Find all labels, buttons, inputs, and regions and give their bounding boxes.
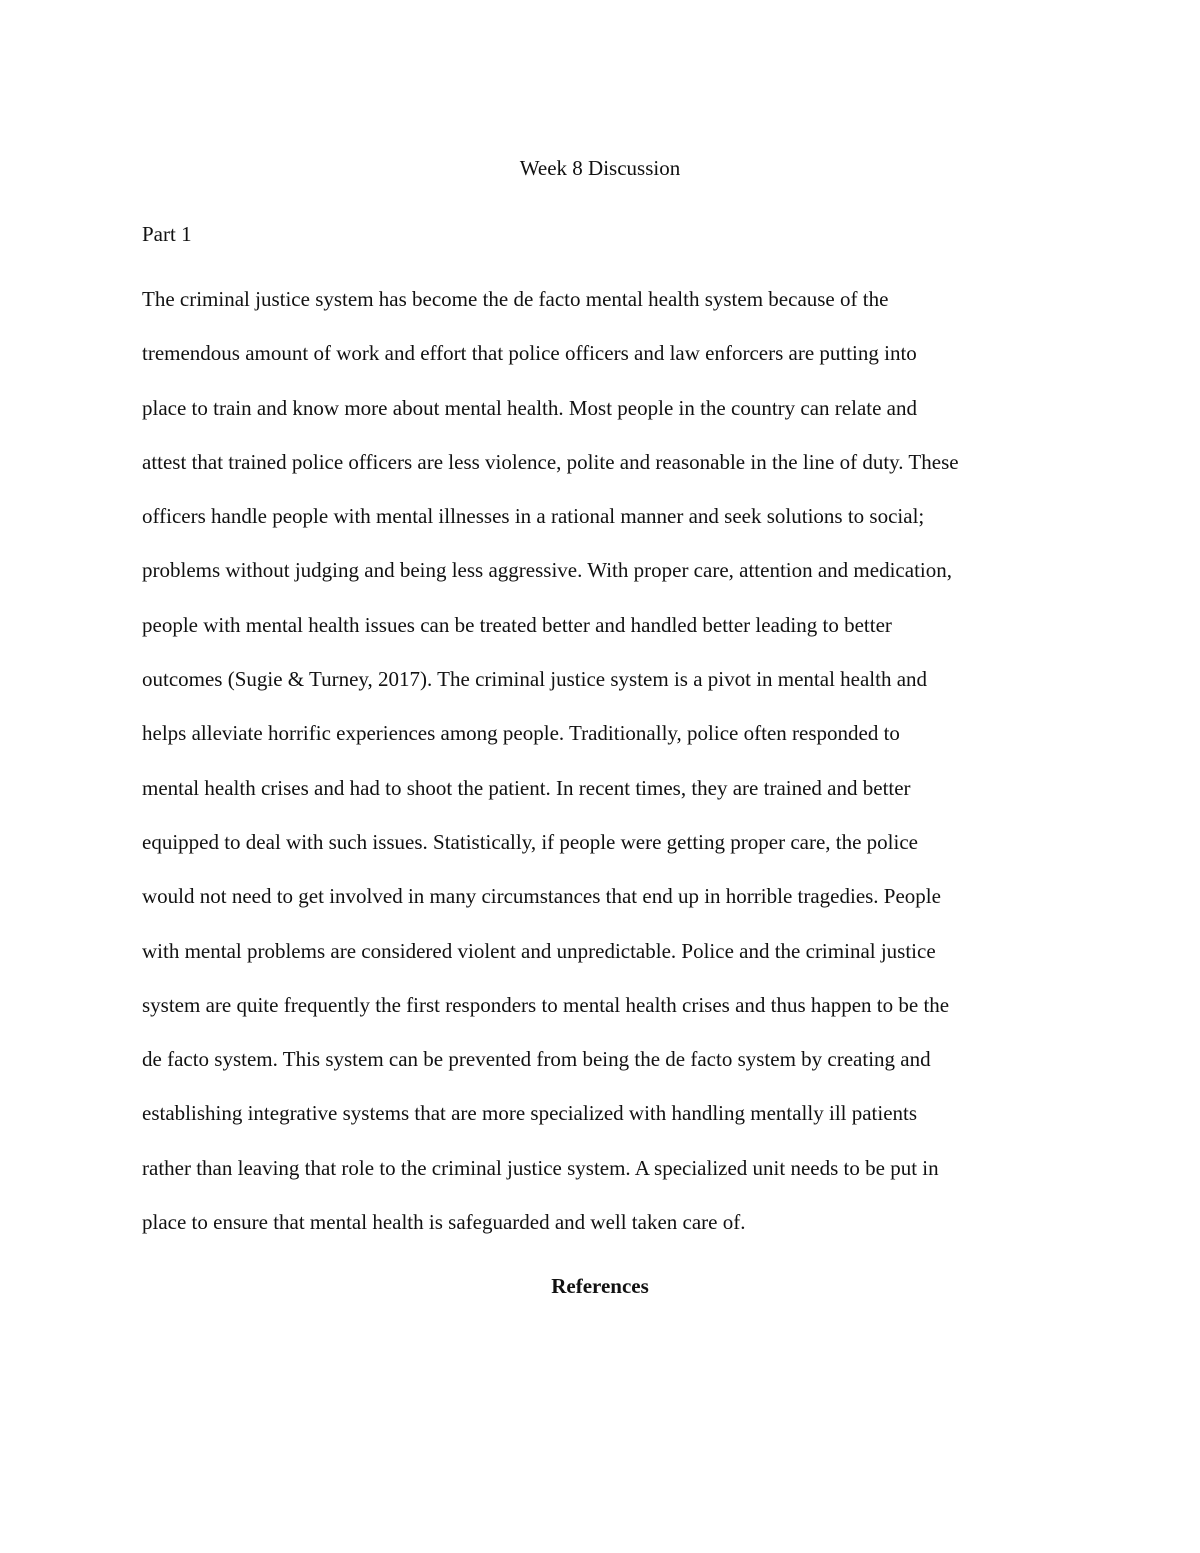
body-line: establishing integrative systems that are more specialized with handling mentally ill patients — [142, 1101, 918, 1126]
body-line: outcomes (Sugie & Turney, 2017). The criminal justice system is a pivot in mental health and — [142, 667, 928, 692]
body-line: de facto system. This system can be prevented from being the de facto system by creating and — [142, 1047, 931, 1072]
document-title: Week 8 Discussion — [519, 156, 681, 180]
body-line: mental health crises and had to shoot the patient. In recent times, they are trained and better — [142, 775, 911, 800]
body-line: would not need to get involved in many circumstances that end up in horrible tragedies. People — [142, 884, 941, 909]
body-line: with mental problems are considered violent and unpredictable. Police and the criminal justice — [142, 938, 936, 963]
body-line: helps alleviate horrific experiences among people. Traditionally, police often responded to — [142, 721, 900, 746]
body-line: people with mental health issues can be treated better and handled better leading to better — [142, 612, 892, 637]
body-line: officers handle people with mental illnesses in a rational manner and seek solutions to social; — [142, 504, 925, 529]
references-heading: References — [551, 1274, 649, 1298]
body-line: attest that trained police officers are less violence, polite and reasonable in the line of duty. These — [142, 449, 959, 474]
part-heading: Part 1 — [142, 222, 192, 246]
body-line: equipped to deal with such issues. Statistically, if people were getting proper care, the police — [142, 829, 918, 854]
body-line: The criminal justice system has become the de facto mental health system because of the — [142, 287, 889, 311]
body-line: problems without judging and being less aggressive. With proper care, attention and medication, — [142, 558, 952, 583]
body-line: system are quite frequently the first responders to mental health crises and thus happen to be the — [142, 992, 950, 1017]
body-paragraph — [142, 285, 1058, 1262]
body-line: tremendous amount of work and effort that police officers and law enforcers are putting into — [142, 341, 917, 366]
body-line: place to ensure that mental health is safeguarded and well taken care of. — [142, 1210, 746, 1235]
body-line: rather than leaving that role to the criminal justice system. A specialized unit needs to be put in — [142, 1155, 939, 1180]
body-line: place to train and know more about mental health. Most people in the country can relate and — [142, 395, 917, 420]
